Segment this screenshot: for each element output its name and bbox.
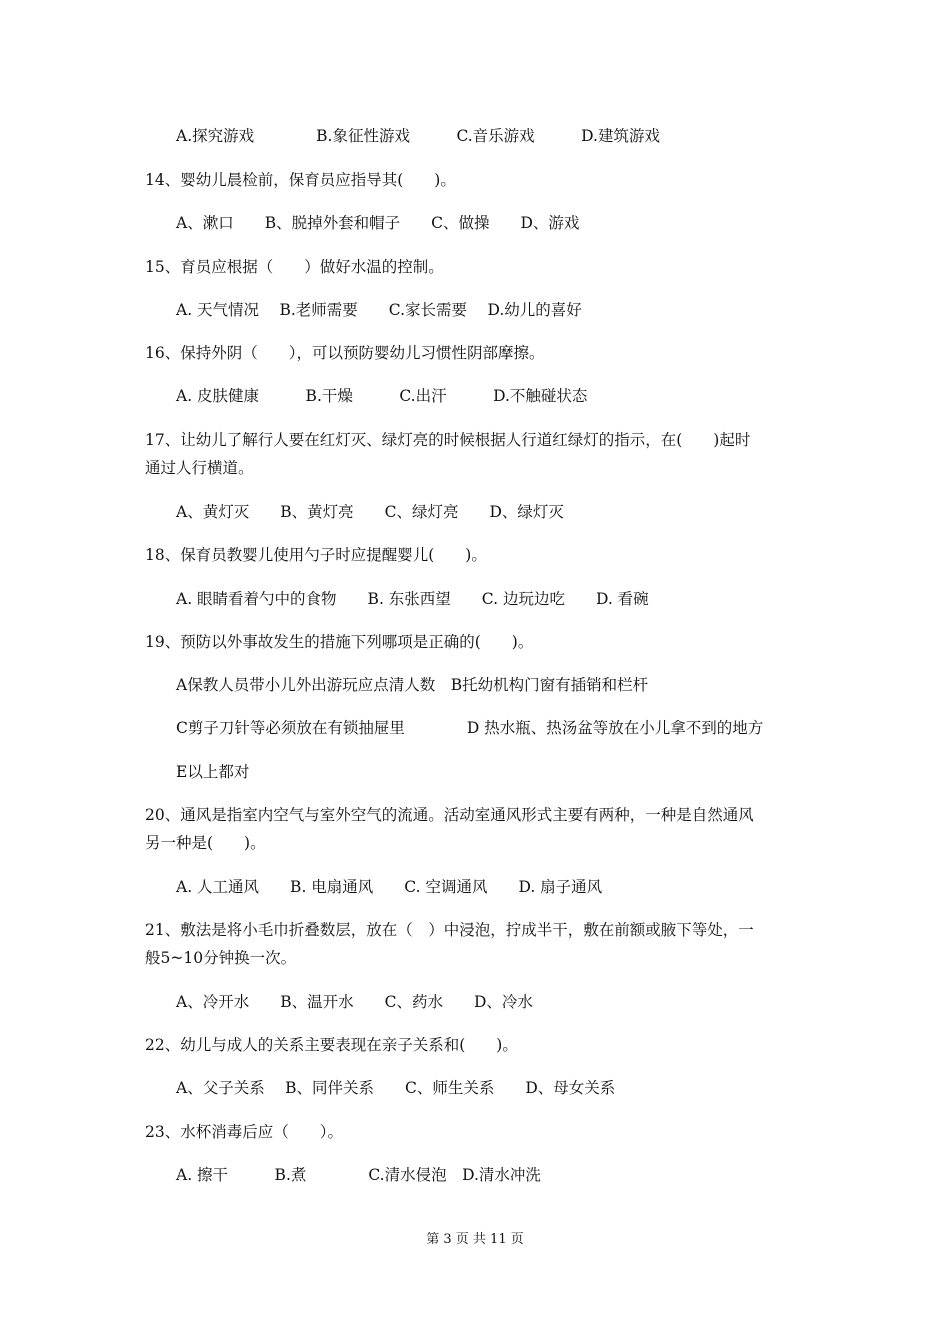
q16-options: A. 皮肤健康 B.干燥 C.出汗 D.不触碰状态: [176, 387, 588, 405]
question-21-cont: 般5~10分钟换一次。: [145, 949, 297, 967]
q22-options: A、父子关系 B、同伴关系 C、师生关系 D、母女关系: [176, 1079, 616, 1097]
question-20-cont: 另一种是( )。: [145, 834, 266, 852]
q21-options: A、冷开水 B、温开水 C、药水 D、冷水: [176, 993, 533, 1011]
question-21: 21、敷法是将小毛巾折叠数层，放在（ ）中浸泡，拧成半干，敷在前额或腋下等处，一: [145, 921, 754, 939]
question-22: 22、幼儿与成人的关系主要表现在亲子关系和( )。: [145, 1036, 518, 1054]
question-16: 16、保持外阴（ ），可以预防婴幼儿习惯性阴部摩擦。: [145, 344, 545, 362]
q19-options-cd: C剪子刀针等必须放在有锁抽屉里 D 热水瓶、热汤盆等放在小儿拿不到的地方: [176, 719, 764, 737]
question-17: 17、让幼儿了解行人要在红灯灭、绿灯亮的时候根据人行道红绿灯的指示，在( )起时: [145, 431, 751, 449]
question-23: 23、水杯消毒后应（ ）。: [145, 1123, 343, 1141]
question-15: 15、育员应根据（ ）做好水温的控制。: [145, 258, 444, 276]
question-18: 18、保育员教婴儿使用勺子时应提醒婴儿( )。: [145, 546, 487, 564]
q20-options: A. 人工通风 B. 电扇通风 C. 空调通风 D. 扇子通风: [176, 878, 603, 896]
q17-options: A、黄灯灭 B、黄灯亮 C、绿灯亮 D、绿灯灭: [176, 503, 564, 521]
q15-options: A. 天气情况 B.老师需要 C.家长需要 D.幼儿的喜好: [176, 301, 582, 319]
q14-options: A、漱口 B、脱掉外套和帽子 C、做操 D、游戏: [176, 214, 580, 232]
question-19: 19、预防以外事故发生的措施下列哪项是正确的( )。: [145, 633, 534, 651]
q18-options: A. 眼睛看着勺中的食物 B. 东张西望 C. 边玩边吃 D. 看碗: [176, 590, 649, 608]
q13-options: A.探究游戏 B.象征性游戏 C.音乐游戏 D.建筑游戏: [176, 127, 660, 145]
page-footer: 第 3 页 共 11 页: [426, 1232, 524, 1247]
question-14: 14、婴幼儿晨检前，保育员应指导其( )。: [145, 171, 456, 189]
q19-options-ab: A保教人员带小儿外出游玩应点清人数 B托幼机构门窗有插销和栏杆: [176, 676, 649, 694]
q23-options: A. 擦干 B.煮 C.清水侵泡 D.清水冲洗: [176, 1166, 541, 1184]
q19-options-e: E以上都对: [176, 763, 250, 781]
question-20: 20、通风是指室内空气与室外空气的流通。活动室通风形式主要有两种，一种是自然通风: [145, 806, 754, 824]
question-17-cont: 通过人行横道。: [145, 459, 254, 477]
